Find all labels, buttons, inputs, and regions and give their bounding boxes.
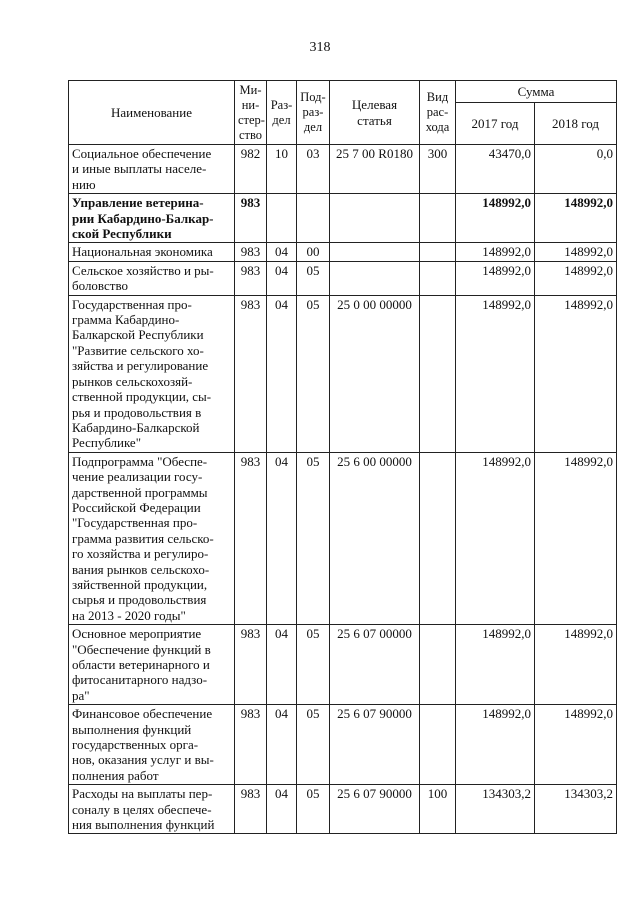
cell-name: Государственная про- грамма Кабардино- Балкарской Республики "Развитие сельского хо- зяйства и регулирование рынков сельскохозяй- ственной продукции, сы- рья и продовольствия в Кабардино-Балкарской Республике": [69, 295, 235, 452]
cell-sum-2017: 148992,0: [456, 261, 535, 295]
cell-sum-2018: 148992,0: [535, 194, 617, 243]
cell-ministry: 983: [235, 243, 267, 261]
cell-expense-type: [420, 243, 456, 261]
table-row: [69, 452, 617, 624]
header-expense-type: Вид рас- хода: [420, 81, 456, 145]
table-row: [69, 243, 617, 261]
header-year-2018: 2018 год: [535, 103, 617, 145]
cell-subsection: 00: [297, 243, 330, 261]
cell-sum-2018: 134303,2: [535, 785, 617, 834]
page-number: 318: [309, 40, 331, 55]
cell-ministry: 982: [235, 145, 267, 194]
cell-subsection: [297, 194, 330, 243]
cell-name: Подпрограмма "Обеспе- чение реализации госу- дарственной программы Российской Федерации "Государственная про- грамма развития сельско- го хозяйства и регулиро- вания рынков сельскохо- зяйственной продукции, сырья и продовольствия на 2013 - 2020 годы": [69, 452, 235, 624]
cell-target-article: 25 6 07 90000: [330, 705, 420, 785]
cell-target-article: 25 0 00 00000: [330, 295, 420, 452]
cell-target-article: 25 6 07 90000: [330, 785, 420, 834]
cell-target-article: [330, 194, 420, 243]
cell-sum-2017: 148992,0: [456, 705, 535, 785]
cell-expense-type: [420, 452, 456, 624]
cell-section: 04: [267, 261, 297, 295]
cell-sum-2017: 148992,0: [456, 243, 535, 261]
table-row: [69, 705, 617, 785]
cell-section: 04: [267, 452, 297, 624]
cell-target-article: 25 6 00 00000: [330, 452, 420, 624]
cell-name: Национальная экономика: [69, 243, 235, 261]
cell-target-article: [330, 261, 420, 295]
header-section: Раз- дел: [267, 81, 297, 145]
header-ministry: Ми- ни- стер- ство: [235, 81, 267, 145]
cell-expense-type: [420, 625, 456, 705]
cell-ministry: 983: [235, 295, 267, 452]
cell-sum-2017: 148992,0: [456, 194, 535, 243]
header-name: Наименование: [69, 81, 235, 145]
cell-sum-2018: 148992,0: [535, 243, 617, 261]
cell-ministry: 983: [235, 705, 267, 785]
cell-ministry: 983: [235, 785, 267, 834]
cell-name: Социальное обеспечение и иные выплаты населе- нию: [69, 145, 235, 194]
cell-section: 04: [267, 295, 297, 452]
table-row: [69, 194, 617, 243]
cell-sum-2017: 148992,0: [456, 452, 535, 624]
cell-sum-2018: 148992,0: [535, 625, 617, 705]
cell-sum-2018: 148992,0: [535, 452, 617, 624]
header-row: [69, 81, 617, 103]
cell-subsection: 05: [297, 625, 330, 705]
cell-expense-type: 300: [420, 145, 456, 194]
cell-subsection: 05: [297, 295, 330, 452]
cell-expense-type: [420, 295, 456, 452]
cell-section: 04: [267, 243, 297, 261]
cell-expense-type: 100: [420, 785, 456, 834]
table-row: [69, 785, 617, 834]
cell-target-article: 25 6 07 00000: [330, 625, 420, 705]
cell-target-article: [330, 243, 420, 261]
cell-sum-2018: 148992,0: [535, 705, 617, 785]
cell-name: Расходы на выплаты пер- соналу в целях обеспече- ния выполнения функций: [69, 785, 235, 834]
cell-subsection: 05: [297, 452, 330, 624]
cell-expense-type: [420, 194, 456, 243]
header-target-article: Целевая статья: [330, 81, 420, 145]
table-row: [69, 145, 617, 194]
cell-ministry: 983: [235, 625, 267, 705]
cell-section: 04: [267, 785, 297, 834]
table-row: [69, 625, 617, 705]
cell-name: Основное мероприятие "Обеспечение функций в области ветеринарного и фитосанитарного надзо- ра": [69, 625, 235, 705]
cell-sum-2018: 0,0: [535, 145, 617, 194]
cell-sum-2018: 148992,0: [535, 261, 617, 295]
table-body: [69, 145, 617, 834]
cell-section: 04: [267, 625, 297, 705]
cell-sum-2017: 43470,0: [456, 145, 535, 194]
budget-table: [68, 80, 617, 834]
cell-sum-2017: 134303,2: [456, 785, 535, 834]
cell-subsection: 05: [297, 705, 330, 785]
cell-ministry: 983: [235, 452, 267, 624]
cell-name: Управление ветерина- рии Кабардино-Балкар- ской Республики: [69, 194, 235, 243]
cell-sum-2017: 148992,0: [456, 625, 535, 705]
cell-ministry: 983: [235, 261, 267, 295]
cell-ministry: 983: [235, 194, 267, 243]
cell-expense-type: [420, 705, 456, 785]
cell-section: [267, 194, 297, 243]
cell-subsection: 05: [297, 261, 330, 295]
cell-sum-2018: 148992,0: [535, 295, 617, 452]
cell-name: Сельское хозяйство и ры- боловство: [69, 261, 235, 295]
cell-section: 10: [267, 145, 297, 194]
cell-target-article: 25 7 00 R0180: [330, 145, 420, 194]
cell-name: Финансовое обеспечение выполнения функций государственных орга- нов, оказания услуг и вы- полнения работ: [69, 705, 235, 785]
table-row: [69, 261, 617, 295]
header-year-2017: 2017 год: [456, 103, 535, 145]
table-row: [69, 295, 617, 452]
cell-subsection: 05: [297, 785, 330, 834]
cell-expense-type: [420, 261, 456, 295]
header-sum: Сумма: [456, 81, 617, 103]
cell-section: 04: [267, 705, 297, 785]
cell-subsection: 03: [297, 145, 330, 194]
header-subsection: Под- раз- дел: [297, 81, 330, 145]
cell-sum-2017: 148992,0: [456, 295, 535, 452]
